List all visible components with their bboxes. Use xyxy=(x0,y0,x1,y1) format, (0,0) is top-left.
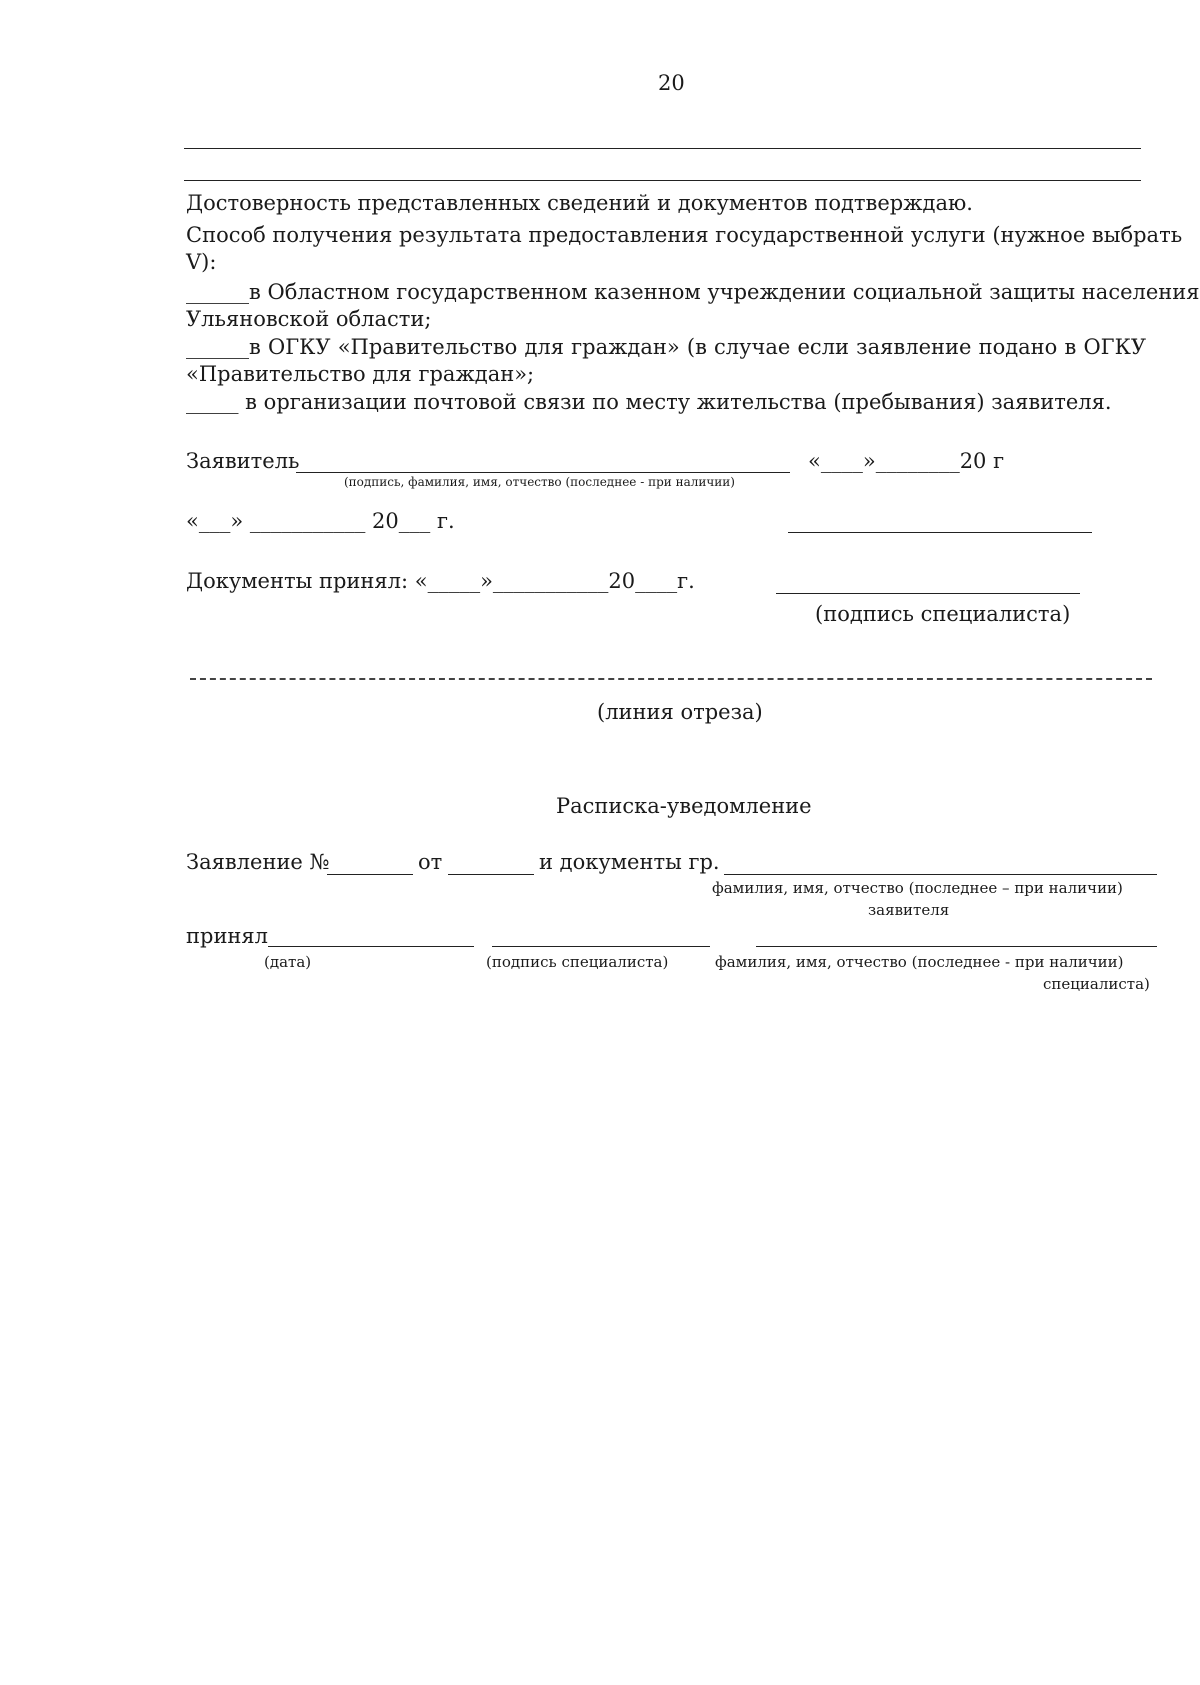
applicant-signature-line-2[interactable] xyxy=(788,532,1092,533)
accepted-by-label: принял xyxy=(186,924,269,948)
option-2-line-2: «Правительство для граждан»; xyxy=(186,362,535,386)
specialist-signature-line[interactable] xyxy=(776,593,1080,594)
date-caption: (дата) xyxy=(264,953,312,971)
receipt-title: Расписка-уведомление xyxy=(556,794,812,818)
specialist-name-caption-2: специалиста) xyxy=(1043,975,1150,993)
option-1-line-1[interactable]: ______в Областном государственном казенном учреждении социальной защиты населения xyxy=(186,280,1200,304)
cut-line xyxy=(190,678,1152,680)
application-date-field[interactable] xyxy=(448,874,534,875)
option-1-line-2: Ульяновской области; xyxy=(186,307,432,331)
application-number-label: Заявление № xyxy=(186,850,330,874)
page-number: 20 xyxy=(658,71,685,95)
applicant-signature-caption: (подпись, фамилия, имя, отчество (последнее - при наличии) xyxy=(344,475,735,489)
cut-line-caption: (линия отреза) xyxy=(597,700,763,724)
applicant-date-2[interactable]: «___» ___________ 20___ г. xyxy=(186,509,455,533)
specialist-name-caption-1: фамилия, имя, отчество (последнее - при наличии) xyxy=(715,953,1124,971)
blank-line-1[interactable] xyxy=(184,148,1141,149)
option-3[interactable]: _____ в организации почтовой связи по месту жительства (пребывания) заявителя. xyxy=(186,390,1112,414)
applicant-signature-line[interactable] xyxy=(296,472,790,473)
specialist-signature-caption: (подпись специалиста) xyxy=(815,602,1071,626)
method-line-2: V): xyxy=(186,250,217,274)
method-line-1: Способ получения результата предоставления государственной услуги (нужное выбрать xyxy=(186,223,1183,247)
accepted-signature-field[interactable] xyxy=(492,946,710,947)
option-2-line-1[interactable]: ______в ОГКУ «Правительство для граждан» (в случае если заявление подано в ОГКУ xyxy=(186,335,1146,359)
specialist-sign-caption: (подпись специалиста) xyxy=(486,953,669,971)
accepted-text[interactable]: Документы принял: «_____»___________20____г. xyxy=(186,569,695,593)
applicant-label: Заявитель xyxy=(186,449,300,473)
application-number-field[interactable] xyxy=(327,874,413,875)
blank-line-2[interactable] xyxy=(184,180,1141,181)
applicant-name-field[interactable] xyxy=(724,874,1157,875)
application-from-label: от xyxy=(418,850,443,874)
applicant-name-caption-2: заявителя xyxy=(868,901,950,919)
applicant-name-caption-1: фамилия, имя, отчество (последнее – при наличии) xyxy=(712,879,1123,897)
documents-label: и документы гр. xyxy=(539,850,720,874)
applicant-date[interactable]: «____»________20 г xyxy=(808,449,1005,473)
accepted-date-field[interactable] xyxy=(268,946,474,947)
confirmation-text: Достоверность представленных сведений и документов подтверждаю. xyxy=(186,191,973,215)
accepted-specialist-name-field[interactable] xyxy=(756,946,1157,947)
